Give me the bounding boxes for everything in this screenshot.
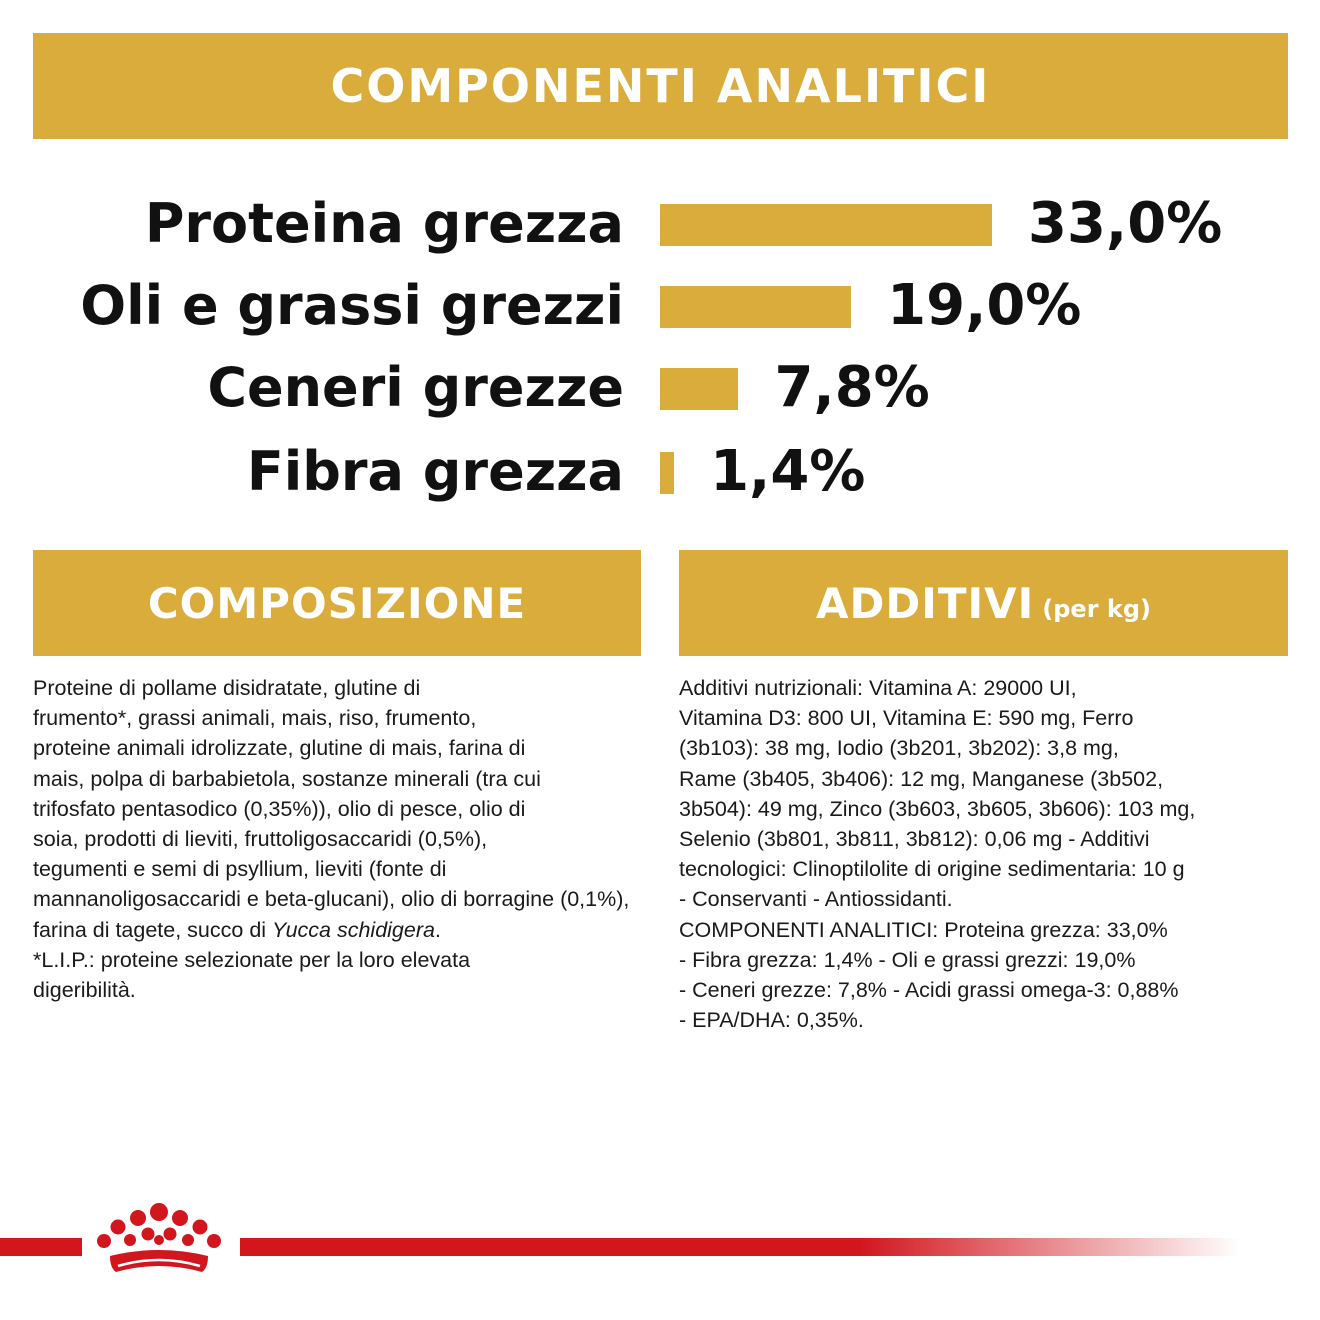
composition-italic-term: Yucca schidigera <box>272 917 435 942</box>
analytics-row-protein <box>0 184 1320 264</box>
analytics-value: 7,8% <box>774 355 930 420</box>
additives-line: - Ceneri grezze: 7,8% - Acidi grassi omega-3: 0,88% <box>679 978 1179 1003</box>
composition-line: mais, polpa di barbabietola, sostanze minerali (tra cui <box>33 766 541 791</box>
analytics-value: 33,0% <box>1028 191 1223 256</box>
composition-line: mannanoligosaccaridi e beta-glucani), olio di borragine (0,1%), <box>33 887 630 912</box>
additives-line: Vitamina D3: 800 UI, Vitamina E: 590 mg, Ferro <box>679 706 1134 731</box>
composition-line: frumento*, grassi animali, mais, riso, frumento, <box>33 706 477 731</box>
analytics-label: Oli e grassi grezzi <box>80 274 624 337</box>
analytics-row-fiber <box>0 432 1320 512</box>
analytics-bar <box>660 204 992 246</box>
analytics-bar <box>660 368 738 410</box>
analytics-value: 1,4% <box>710 439 866 504</box>
additives-banner <box>679 550 1288 656</box>
analytics-row-ash <box>0 348 1320 428</box>
additives-line: Additivi nutrizionali: Vitamina A: 29000 UI, <box>679 676 1077 700</box>
composition-line: soia, prodotti di lieviti, fruttoligosaccaridi (0,5%), <box>33 827 488 852</box>
composition-line: *L.I.P.: proteine selezionate per la loro elevata <box>33 947 471 972</box>
composition-line <box>33 915 645 945</box>
additives-line: Selenio (3b801, 3b811, 3b812): 0,06 mg - Additivi <box>679 827 1150 852</box>
analytics-row-fat <box>0 266 1320 346</box>
footer <box>0 1180 1320 1300</box>
additives-line: - Conservanti - Antiossidanti. <box>679 887 953 912</box>
additives-line: 3b504): 49 mg, Zinco (3b603, 3b605, 3b606): 103 mg, <box>679 796 1196 821</box>
additives-line: Rame (3b405, 3b406): 12 mg, Manganese (3b502, <box>679 766 1164 791</box>
analytics-bar <box>660 452 674 494</box>
composition-line: digeribilità. <box>33 978 136 1003</box>
brand-line-left <box>0 1238 82 1256</box>
additives-text <box>679 673 1289 1035</box>
analytics-label: Fibra grezza <box>246 440 624 503</box>
composition-line: Proteine di pollame disidratate, glutine di <box>33 676 421 700</box>
royal-canin-crown-icon <box>88 1194 230 1284</box>
analytics-chart <box>0 180 1320 520</box>
additives-line: COMPONENTI ANALITICI: Proteina grezza: 33,0% <box>679 917 1168 942</box>
analytics-label: Ceneri grezze <box>207 356 624 419</box>
additives-line: tecnologici: Clinoptilolite di origine sedimentaria: 10 g <box>679 857 1185 882</box>
composition-banner <box>33 550 641 656</box>
composition-italic-suffix: . <box>434 917 441 942</box>
additives-line: (3b103): 38 mg, Iodio (3b201, 3b202): 3,8 mg, <box>679 736 1119 761</box>
analytics-banner <box>33 33 1288 139</box>
analytics-label: Proteina grezza <box>144 192 624 255</box>
analytics-bar <box>660 286 851 328</box>
composition-line-text: farina di tagete, succo di <box>33 917 273 942</box>
additives-line: - Fibra grezza: 1,4% - Oli e grassi grezzi: 19,0% <box>679 947 1136 972</box>
analytics-title: COMPONENTI ANALITICI <box>330 59 991 113</box>
composition-text <box>33 673 645 1005</box>
composition-line: proteine animali idrolizzate, glutine di mais, farina di <box>33 736 526 761</box>
additives-subtitle: (per kg) <box>1042 595 1151 623</box>
brand-line-right <box>240 1238 1240 1256</box>
composition-title: COMPOSIZIONE <box>147 578 527 628</box>
composition-line: tegumenti e semi di psyllium, lieviti (fonte di <box>33 857 447 882</box>
analytics-value: 19,0% <box>887 273 1082 338</box>
additives-line: - EPA/DHA: 0,35%. <box>679 1008 864 1033</box>
additives-title: ADDITIVI <box>815 578 1035 628</box>
composition-line: trifosfato pentasodico (0,35%)), olio di pesce, olio di <box>33 796 526 821</box>
